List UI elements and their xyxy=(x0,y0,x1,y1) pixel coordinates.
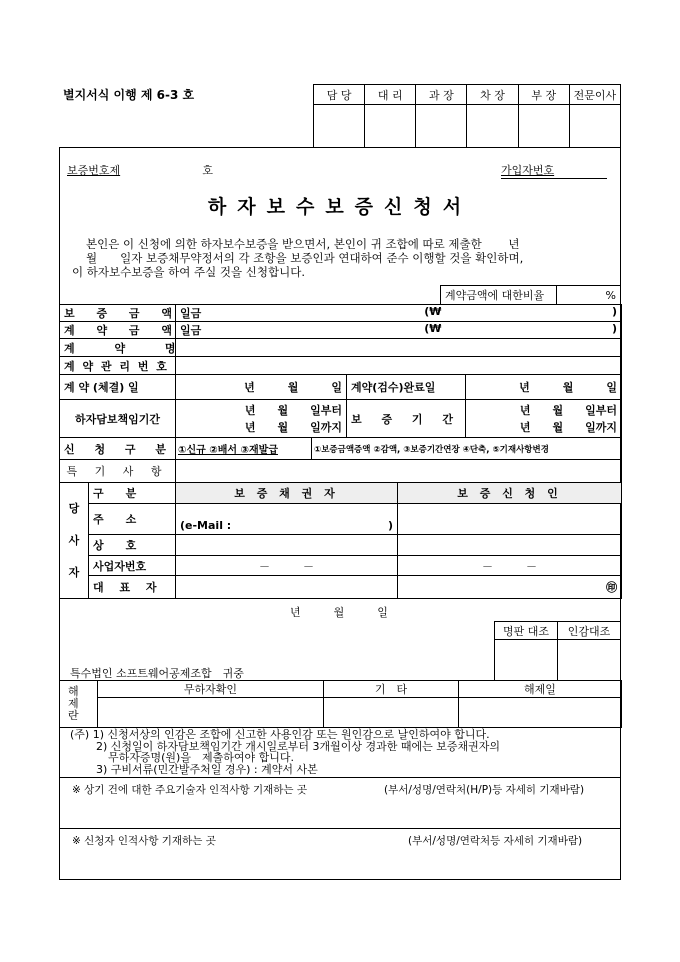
applicant-address-field[interactable] xyxy=(398,504,622,535)
approval-table xyxy=(313,84,621,148)
note: 3) 구비서류(민간발주처일 경우) : 계약서 사본 xyxy=(96,762,318,776)
seal-check-header: 인감대조 xyxy=(558,622,621,640)
release-date-cell[interactable] xyxy=(459,698,622,728)
address-label: 주 소 xyxy=(89,504,176,535)
company-label: 상 호 xyxy=(89,535,176,556)
to: 년 월 일까지 xyxy=(519,420,618,434)
form-id: 별지서식 이행 제 6-3 호 xyxy=(63,88,195,102)
ratio-unit: % xyxy=(605,288,616,302)
amount-prefix: 일금 xyxy=(180,307,202,320)
paren: ) xyxy=(612,305,618,318)
tech-label: ※ 상기 건에 대한 주요기술자 인적사항 기재하는 곳 xyxy=(72,784,308,796)
intro-line: 이 하자보수보증을 하여 주실 것을 신청합니다. xyxy=(72,265,306,279)
page-title: 하자보수보증신청서 xyxy=(207,196,473,218)
note: 2) 신청일이 하자담보책임기간 개시일로부터 3개월이상 경과한 때에는 보증채권자의 xyxy=(96,739,501,753)
intro-line: 월 일자 보증채무약정서의 각 조항을 보증인과 연대하여 준수 이행할 것을 확인하며, xyxy=(86,251,524,265)
won-sign: (₩ xyxy=(424,305,442,318)
party-char: 사 xyxy=(68,533,80,547)
guarantee-no-label: 보증번호제 xyxy=(67,164,121,177)
approval-header: 차 장 xyxy=(467,85,518,105)
note: (주) 1) 신청서상의 인감은 조합에 신고한 사용인감 또는 원인감으로 날인하여야 합니다. xyxy=(70,728,490,741)
other-cell[interactable] xyxy=(324,698,459,728)
applicant-company-field[interactable] xyxy=(398,535,622,556)
release-table xyxy=(59,680,622,728)
note: 무하자증명(원)을 제출하여야 합니다. xyxy=(108,751,294,764)
creditor-rep-field[interactable] xyxy=(176,576,398,599)
applicant-info-hint: (부서/성명/연락처등 자세히 기재바람) xyxy=(408,835,583,847)
paren: ) xyxy=(387,519,393,532)
paren: ) xyxy=(612,322,618,335)
guarantee-no-suffix: 호 xyxy=(202,164,213,177)
release-date-header: 해제일 xyxy=(459,681,622,698)
contract-date-label: 계 약 (체결) 일 xyxy=(60,375,176,400)
creditor-address-field[interactable] xyxy=(176,504,398,535)
special-notes-field[interactable] xyxy=(176,460,622,483)
from: 년 월 일부터 xyxy=(519,403,618,417)
sign-cell[interactable] xyxy=(416,105,467,148)
application-date[interactable]: 년 월 일 xyxy=(290,606,388,619)
party-char: 자 xyxy=(68,565,80,579)
addressee: 특수법인 소프트웨어공제조합 귀중 xyxy=(70,667,244,680)
contract-date-field[interactable]: 년 월 일 xyxy=(176,375,347,400)
sign-cell[interactable] xyxy=(518,105,569,148)
category-header: 구 분 xyxy=(89,483,176,504)
contract-name-field[interactable] xyxy=(176,339,622,357)
tech-hint: (부서/성명/연락처(H/P)등 자세히 기재바람) xyxy=(384,784,585,796)
intro-text xyxy=(72,237,523,279)
guarantee-period-label: 보 증 기 간 xyxy=(347,400,466,438)
complete-date-field[interactable]: 년 월 일 xyxy=(466,375,622,400)
approval-header: 전문이사 xyxy=(569,85,620,105)
contract-amount-field[interactable] xyxy=(176,322,622,339)
won-sign: (₩ xyxy=(424,322,442,335)
sign-cell[interactable] xyxy=(365,105,416,148)
app-type-options[interactable]: ①신규 ②배서 ③재발급 xyxy=(176,438,312,460)
guarantee-amount-field[interactable] xyxy=(176,305,622,322)
guarantee-amount-label: 보 증 금 액 xyxy=(60,305,176,322)
approval-header: 담 당 xyxy=(314,85,365,105)
ratio-box xyxy=(440,285,621,305)
guarantee-period-field[interactable] xyxy=(466,400,622,438)
no-defect-header: 무하자확인 xyxy=(98,681,324,698)
complete-date-label: 계약(검수)완료일 xyxy=(347,375,466,400)
contract-mgmt-no-label: 계 약 관 리 번 호 xyxy=(60,357,176,375)
guarantee-no[interactable] xyxy=(67,162,213,178)
sign-cell[interactable] xyxy=(314,105,365,148)
notes xyxy=(70,729,500,775)
party-label xyxy=(60,483,89,599)
member-no[interactable] xyxy=(501,162,607,179)
from: 년 월 일부터 xyxy=(244,403,342,417)
creditor-header: 보 증 채 권 자 xyxy=(176,483,398,504)
seal-check-cell[interactable] xyxy=(558,640,621,681)
rep-label: 대 표 자 xyxy=(89,576,176,599)
other-header: 기 타 xyxy=(324,681,459,698)
contract-name-label: 계 약 명 xyxy=(60,339,176,357)
ratio-label: 계약금액에 대한비율 xyxy=(441,286,557,305)
amount-prefix: 일금 xyxy=(180,324,202,337)
warranty-period-label: 하자담보책임기간 xyxy=(60,400,176,438)
approval-header: 부 장 xyxy=(518,85,569,105)
applicant-biz-no-field[interactable]: － － xyxy=(398,556,622,576)
creditor-company-field[interactable] xyxy=(176,535,398,556)
member-no-label: 가입자번호 xyxy=(501,164,555,177)
applicant-header: 보 증 신 청 인 xyxy=(398,483,622,504)
app-type-label: 신 청 구 분 xyxy=(60,438,176,460)
to: 년 월 일까지 xyxy=(244,420,342,434)
biz-no-label: 사업자번호 xyxy=(89,556,176,576)
app-type-change-options[interactable]: ①보증금액증액 ②감액, ③보증기간연장 ④단축, ⑤기재사항변경 xyxy=(312,438,622,460)
applicant-info-label: ※ 신청자 인적사항 기재하는 곳 xyxy=(72,835,216,847)
seal-mark: ㊞ xyxy=(398,576,622,599)
warranty-period-field[interactable] xyxy=(176,400,347,438)
sign-cell[interactable] xyxy=(569,105,620,148)
creditor-biz-no-field[interactable]: － － xyxy=(176,556,398,576)
release-label: 해제란 xyxy=(60,681,98,728)
contract-amount-label: 계 약 금 액 xyxy=(60,322,176,339)
special-notes-label: 특 기 사 항 xyxy=(60,460,176,483)
party-char: 당 xyxy=(68,501,80,515)
seal-check-table xyxy=(494,621,621,681)
email-label: (e-Mail : xyxy=(180,519,232,532)
nameplate-check-header: 명판 대조 xyxy=(495,622,558,640)
ratio-field[interactable] xyxy=(557,286,621,305)
nameplate-check-cell[interactable] xyxy=(495,640,558,681)
approval-header: 과 장 xyxy=(416,85,467,105)
contract-mgmt-no-field[interactable] xyxy=(176,357,622,375)
no-defect-cell[interactable] xyxy=(98,698,324,728)
main-table xyxy=(59,304,622,599)
sign-cell[interactable] xyxy=(467,105,518,148)
approval-header: 대 리 xyxy=(365,85,416,105)
intro-line: 본인은 이 신청에 의한 하자보수보증을 받으면서, 본인이 귀 조합에 따로 제출한 년 xyxy=(86,237,520,251)
